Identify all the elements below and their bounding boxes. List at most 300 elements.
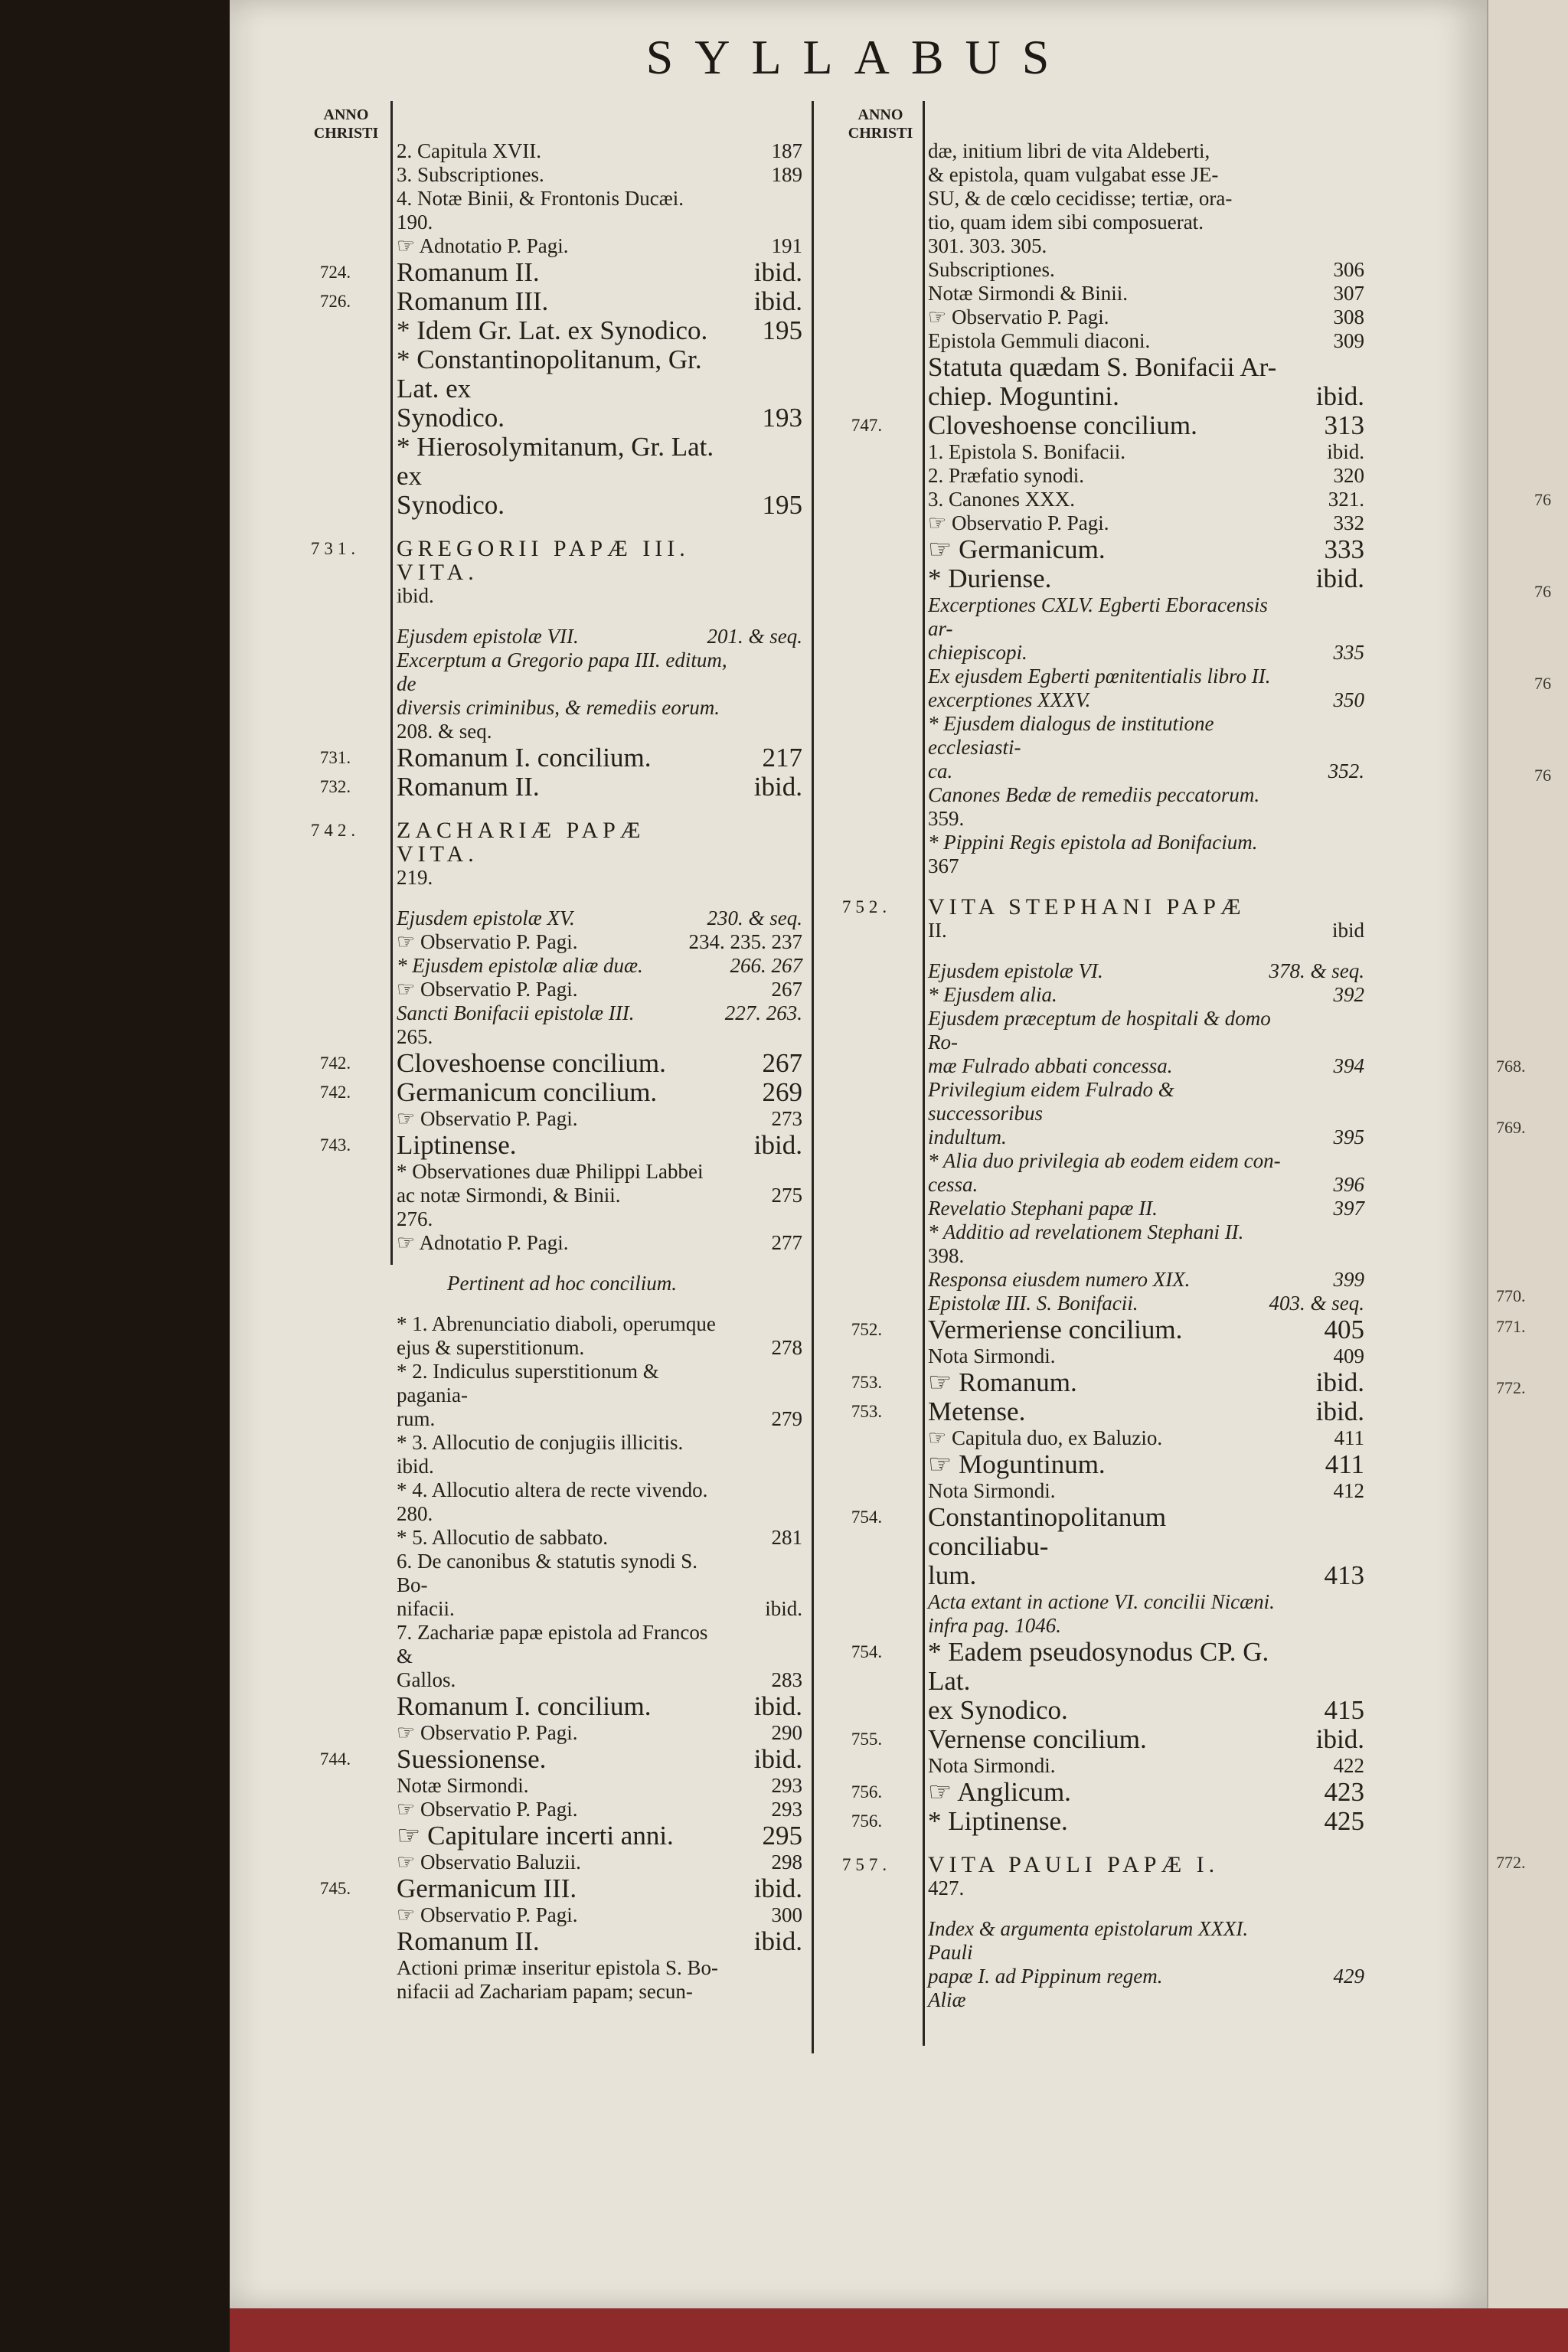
entry-row — [928, 854, 1364, 878]
page-ref: ibid. — [1315, 1396, 1364, 1426]
page-ref: 423 — [1324, 1777, 1364, 1807]
entry-row — [397, 1621, 802, 1668]
page-ref: ibid. — [753, 1691, 802, 1721]
entry-text: * Liptinense. — [928, 1806, 1068, 1836]
entry-text: ☞ Moguntinum. — [928, 1449, 1106, 1479]
entry-text: 2. Præfatio synodi. — [928, 464, 1085, 487]
entry-row — [397, 1774, 802, 1798]
year: 732. — [319, 777, 351, 796]
entry-text: 208. & seq. — [397, 720, 492, 743]
entry-text: lum. — [928, 1560, 977, 1590]
entry-text: ☞ Observatio Baluzii. — [397, 1851, 581, 1873]
entry-row — [319, 1077, 802, 1107]
entry-row — [928, 1244, 1364, 1268]
entry-text: 276. — [397, 1207, 433, 1230]
entry-text: Ejusdem epistolæ XV. — [397, 906, 575, 929]
entry-text: * Pippini Regis epistola ad Bonifacium. — [928, 831, 1258, 854]
page-ref: 333 — [1324, 534, 1364, 564]
entry-row — [928, 959, 1364, 983]
entry-row — [319, 1130, 802, 1160]
entry-row — [928, 1988, 1364, 2012]
entry-row — [397, 163, 802, 187]
year: 754. — [851, 1508, 883, 1527]
page-ref: 405 — [1324, 1315, 1364, 1344]
entry-row — [397, 696, 802, 720]
page-ref: ibid. — [1315, 1724, 1364, 1754]
entry-row — [928, 464, 1364, 488]
entry-text: * Constantinopolitanum, Gr. Lat. ex — [397, 345, 702, 403]
entry-row — [397, 1597, 802, 1621]
entry-row — [851, 1502, 1364, 1561]
entry-text: Excerptum a Gregorio papa III. editum, de — [397, 648, 727, 695]
year: 742. — [319, 1054, 351, 1073]
entry-text: Romanum I. concilium. — [397, 1691, 652, 1721]
page-ref: 392 — [1333, 983, 1364, 1006]
entry-row — [851, 410, 1364, 440]
entry-row — [397, 234, 802, 258]
entry-text: Ejusdem epistolæ VI. — [928, 959, 1103, 982]
entry-text: Ejusdem præceptum de hospitali & domo Ro- — [928, 1007, 1271, 1054]
entry-text: ☞ Adnotatio P. Pagi. — [397, 234, 569, 257]
entry-text: mæ Fulrado abbati concessa. — [928, 1054, 1173, 1077]
entry-text: excerptiones XXXV. — [928, 688, 1091, 711]
entry-text: * Alia duo privilegia ab eodem eidem con- — [928, 1149, 1281, 1172]
year: 744. — [319, 1749, 351, 1769]
entry-row — [397, 1692, 802, 1721]
entry-row — [397, 978, 802, 1001]
page-ref: 300 — [771, 1903, 802, 1926]
year: 755. — [851, 1730, 883, 1749]
entry-text: Suessionense. — [397, 1744, 547, 1774]
entry-text: * 2. Indiculus superstitionum & pagania- — [397, 1360, 659, 1406]
entry-row — [928, 211, 1364, 234]
entry-text: & epistola, quam vulgabat esse JE- — [928, 163, 1219, 186]
rule-left — [390, 101, 393, 1265]
entry-row — [319, 1048, 802, 1078]
year: 752. — [841, 897, 892, 916]
entry-text: 3. Canones XXX. — [928, 488, 1075, 511]
entry-text: 4. Notæ Binii, & Frontonis Ducæi. — [397, 187, 684, 210]
year: 754. — [851, 1642, 883, 1661]
entry-row — [397, 403, 802, 433]
entry-text: Romanum I. concilium. — [397, 743, 652, 773]
entry-text: Germanicum III. — [397, 1873, 577, 1903]
entry-text: ☞ Observatio P. Pagi. — [397, 930, 578, 953]
page-ref: 230. & seq. — [707, 906, 802, 929]
entry-row — [928, 1590, 1364, 1614]
entry-text: chiepiscopi. — [928, 641, 1027, 664]
entry-row — [397, 1721, 802, 1745]
entry-text: dæ, initium libri de vita Aldeberti, — [928, 139, 1210, 162]
entry-row — [397, 584, 802, 608]
year: 731. — [310, 539, 361, 558]
page-ref: ibid. — [753, 1744, 802, 1774]
entry-text: 3. Subscriptiones. — [397, 163, 544, 186]
year: 747. — [851, 416, 883, 435]
page-ref: ibid. — [765, 1597, 802, 1620]
entry-text: Liptinense. — [397, 1130, 517, 1160]
entry-row — [851, 1637, 1364, 1696]
entry-text: * Eadem pseudosynodus CP. G. Lat. — [928, 1637, 1269, 1696]
page-ref: 422 — [1333, 1754, 1364, 1777]
entry-row — [310, 818, 802, 867]
fringe-number: 76 — [1534, 490, 1551, 509]
entry-text: indultum. — [928, 1125, 1007, 1148]
entry-text: 1. Epistola S. Bonifacii. — [928, 440, 1125, 463]
entry-row — [397, 491, 802, 520]
entry-text: Synodico. — [397, 403, 505, 433]
year: 753. — [851, 1373, 883, 1392]
entry-row — [397, 1160, 802, 1184]
entry-text: ☞ Observatio P. Pagi. — [928, 305, 1109, 328]
entry-text: Sancti Bonifacii epistolæ III. — [397, 1001, 635, 1024]
page-ref: 290 — [771, 1721, 802, 1744]
entry-text: Notæ Sirmondi. — [397, 1774, 529, 1797]
entry-row — [928, 665, 1364, 688]
page-ref: 279 — [771, 1407, 802, 1430]
entry-text: Vermeriense concilium. — [928, 1315, 1183, 1344]
entry-text: ☞ Germanicum. — [928, 534, 1106, 564]
year: 724. — [319, 263, 351, 282]
entry-row — [928, 760, 1364, 783]
entry-text: Constantinopolitanum conciliabu- — [928, 1502, 1167, 1561]
entry-text: diversis criminibus, & remediis eorum. — [397, 696, 720, 719]
rule-center — [812, 101, 814, 2053]
entry-text: II. — [928, 919, 947, 942]
entry-row — [397, 1455, 802, 1478]
entry-row — [928, 983, 1364, 1007]
entry-row — [397, 1668, 802, 1692]
entry-row — [397, 1927, 802, 1956]
entry-row — [397, 1312, 802, 1336]
page-ref: 321. — [1328, 488, 1364, 511]
page-ref: ibid. — [753, 1926, 802, 1956]
entry-row — [397, 1272, 802, 1295]
header-text: SYLLABUS — [645, 30, 1071, 84]
entry-row — [397, 648, 802, 696]
facing-page-edge — [1487, 0, 1568, 2308]
fringe-number: 76 — [1534, 766, 1551, 785]
entry-text: 427. — [928, 1877, 965, 1900]
entry-row — [928, 919, 1364, 942]
page-ref: 293 — [771, 1798, 802, 1821]
rule-right — [923, 101, 925, 2046]
entry-text: infra pag. 1046. — [928, 1614, 1062, 1637]
year: 726. — [319, 292, 351, 311]
page-ref: 295 — [762, 1821, 802, 1851]
entry-row — [397, 1360, 802, 1407]
entry-row — [928, 535, 1364, 564]
entry-row — [928, 1614, 1364, 1638]
entry-row — [928, 1007, 1364, 1054]
entry-text: ☞ Observatio P. Pagi. — [397, 978, 578, 1001]
entry-text: Cloveshoense concilium. — [397, 1048, 666, 1078]
page-ref: 313 — [1324, 410, 1364, 440]
entry-text: * Hierosolymitanum, Gr. Lat. ex — [397, 432, 714, 491]
entry-row — [397, 625, 802, 648]
page-ref: 394 — [1333, 1054, 1364, 1077]
spacer — [928, 942, 1364, 959]
entry-text: Responsa eiusdem numero XIX. — [928, 1268, 1191, 1291]
page-ref: ibid. — [1315, 564, 1364, 593]
entry-row — [928, 1197, 1364, 1220]
spacer — [397, 1255, 802, 1272]
entry-row — [397, 139, 802, 163]
entry-row — [319, 1873, 802, 1903]
page-ref: 195 — [762, 315, 802, 345]
spacer — [928, 1900, 1364, 1917]
page-ref: 201. & seq. — [707, 625, 802, 648]
entry-text: * 3. Allocutio de conjugiis illicitis. — [397, 1431, 684, 1454]
entry-text: Romanum II. — [397, 1926, 540, 1956]
entry-row — [397, 930, 802, 954]
entry-text: ☞ Capitulare incerti anni. — [397, 1821, 674, 1851]
page-ref: 277 — [771, 1231, 802, 1254]
page-ref: 266. 267 — [730, 954, 802, 977]
entry-text: Romanum II. — [397, 257, 540, 287]
fringe-number: 772. — [1496, 1853, 1526, 1872]
entry-row — [928, 163, 1364, 187]
page-ref: 411 — [1325, 1449, 1364, 1479]
entry-text: Synodico. — [397, 490, 505, 520]
entry-row — [928, 1965, 1364, 1988]
page-ref: 415 — [1324, 1695, 1364, 1725]
entry-text: Germanicum concilium. — [397, 1077, 658, 1107]
entry-row — [928, 1877, 1364, 1900]
entry-row — [928, 1561, 1364, 1590]
entry-row — [397, 1526, 802, 1550]
entry-row — [928, 382, 1364, 411]
entry-row — [928, 783, 1364, 807]
page-ref: 187 — [771, 139, 802, 162]
page-ref: 195 — [762, 490, 802, 520]
entry-row — [928, 1268, 1364, 1292]
page-ref: 275 — [771, 1184, 802, 1207]
year: 753. — [851, 1402, 883, 1421]
fringe-number: 769. — [1496, 1118, 1526, 1137]
entry-row — [928, 440, 1364, 464]
page-ref: 396 — [1333, 1173, 1364, 1196]
page-ref: 403. & seq. — [1269, 1292, 1364, 1315]
entry-row — [851, 1806, 1364, 1836]
page-ref: 298 — [771, 1851, 802, 1873]
page-ref: 429 — [1333, 1965, 1364, 1988]
page-ref: 307 — [1333, 282, 1364, 305]
entry-text: * Additio ad revelationem Stephani II. — [928, 1220, 1244, 1243]
entry-text: Vernense concilium. — [928, 1724, 1147, 1754]
entry-text: ☞ Adnotatio P. Pagi. — [397, 1231, 569, 1254]
entry-row — [397, 211, 802, 234]
entry-text: * Duriense. — [928, 564, 1052, 593]
entry-text: 280. — [397, 1502, 433, 1525]
page-ref: 193 — [762, 403, 802, 433]
entry-text: * Idem Gr. Lat. ex Synodico. — [397, 315, 708, 345]
entry-text: 359. — [928, 807, 965, 830]
year: 745. — [319, 1879, 351, 1898]
page-ref: 395 — [1333, 1125, 1364, 1148]
entry-row — [397, 720, 802, 743]
entry-row — [841, 1852, 1364, 1877]
year: 731. — [319, 748, 351, 767]
entry-text: ibid. — [397, 1455, 434, 1478]
entry-row — [397, 187, 802, 211]
entry-text: * 4. Allocutio altera de recte vivendo. — [397, 1478, 708, 1501]
entry-row — [928, 1125, 1364, 1149]
year: 757. — [841, 1855, 892, 1874]
entry-text: Subscriptiones. — [928, 258, 1055, 281]
entry-text: Acta extant in actione VI. concilii Nicæni. — [928, 1590, 1275, 1613]
entry-row — [928, 1078, 1364, 1125]
page-ref: ibid. — [753, 286, 802, 316]
page-ref: 189 — [771, 163, 802, 186]
page-ref: 350 — [1333, 688, 1364, 711]
anno-christi-left: ANNO CHRISTI — [313, 106, 379, 142]
page-ref: 269 — [762, 1077, 802, 1107]
entry-text: Nota Sirmondi. — [928, 1344, 1056, 1367]
entry-text: Cloveshoense concilium. — [928, 410, 1197, 440]
year: 756. — [851, 1782, 883, 1802]
entry-text: 219. — [397, 866, 433, 889]
right-column — [841, 139, 1364, 2012]
page-ref: 267 — [762, 1048, 802, 1078]
fringe-number: 768. — [1496, 1057, 1526, 1076]
entry-text: ☞ Anglicum. — [928, 1777, 1071, 1807]
entry-row — [397, 1798, 802, 1821]
entry-row — [397, 906, 802, 930]
entry-row — [928, 1754, 1364, 1778]
entry-text: ac notæ Sirmondi, & Binii. — [397, 1184, 621, 1207]
page-ref: ibid. — [753, 1873, 802, 1903]
entry-text: VITA STEPHANI PAPÆ — [928, 894, 1246, 920]
entry-row — [928, 831, 1364, 854]
entry-text: 398. — [928, 1244, 965, 1267]
entry-row — [397, 1550, 802, 1597]
entry-row — [397, 1478, 802, 1502]
entry-row — [851, 1777, 1364, 1807]
spacer — [397, 520, 802, 537]
fringe-number: 76 — [1534, 582, 1551, 601]
spacer — [397, 890, 802, 906]
entry-row — [928, 234, 1364, 258]
entry-text: Gallos. — [397, 1668, 456, 1691]
entry-row — [928, 1149, 1364, 1173]
entry-text: ☞ Romanum. — [928, 1367, 1077, 1397]
entry-text: ex Synodico. — [928, 1695, 1068, 1725]
entry-text: Actioni primæ inseritur epistola S. Bo- — [397, 1956, 718, 1979]
entry-row — [928, 1173, 1364, 1197]
entry-text: tio, quam idem sibi composuerat. — [928, 211, 1204, 234]
year: 743. — [319, 1135, 351, 1155]
entry-text: Ex ejusdem Egberti pœnitentialis libro II. — [928, 665, 1271, 688]
entry-row — [928, 305, 1364, 329]
entry-text: ZACHARIÆ PAPÆ VITA. — [397, 818, 645, 867]
entry-row — [397, 1025, 802, 1049]
page-ref: 281 — [771, 1526, 802, 1549]
page-ref: 278 — [771, 1336, 802, 1359]
entry-text: cessa. — [928, 1173, 978, 1196]
fringe-number: 770. — [1496, 1286, 1526, 1305]
page-ref: 227. 263. — [724, 1001, 802, 1024]
entry-row — [319, 1744, 802, 1774]
fringe-number: 771. — [1496, 1317, 1526, 1336]
entry-text: Ejusdem epistolæ VII. — [397, 625, 579, 648]
page-ref: 306 — [1333, 258, 1364, 281]
page-ref: ibid — [1331, 919, 1364, 942]
entry-row — [397, 954, 802, 978]
entry-row — [397, 1903, 802, 1927]
entry-text: ca. — [928, 760, 953, 782]
anno-christi-right: ANNO CHRISTI — [848, 106, 913, 142]
entry-text: VITA PAULI PAPÆ I. — [928, 1852, 1220, 1877]
entry-text: 7. Zachariæ papæ epistola ad Francos & — [397, 1621, 708, 1668]
page-ref: 399 — [1333, 1268, 1364, 1291]
entry-row — [397, 1336, 802, 1360]
entry-row — [928, 1479, 1364, 1503]
entry-text: Statuta quædam S. Bonifacii Ar- — [928, 352, 1277, 382]
entry-row — [928, 712, 1364, 760]
entry-row — [928, 1696, 1364, 1725]
entry-row — [319, 772, 802, 802]
entry-text: Revelatio Stephani papæ II. — [928, 1197, 1158, 1220]
entry-row — [397, 1207, 802, 1231]
entry-row — [397, 1107, 802, 1131]
entry-row — [319, 257, 802, 287]
entry-row — [397, 1231, 802, 1255]
entry-text: papæ I. ad Pippinum regem. — [928, 1965, 1163, 1988]
entry-text: rum. — [397, 1407, 436, 1430]
year: 742. — [310, 821, 361, 840]
entry-row — [397, 1001, 802, 1025]
entry-text: Pertinent ad hoc concilium. — [447, 1272, 677, 1295]
entry-row — [397, 345, 802, 403]
spacer — [397, 802, 802, 818]
entry-text: 190. — [397, 211, 433, 234]
page-ref: 412 — [1333, 1479, 1364, 1502]
entry-row — [397, 1821, 802, 1851]
entry-row — [397, 1956, 802, 1980]
page-ref: 335 — [1333, 641, 1364, 664]
entry-text: ejus & superstitionum. — [397, 1336, 585, 1359]
entry-text: ☞ Observatio P. Pagi. — [397, 1721, 578, 1744]
page-ref: ibid. — [753, 257, 802, 287]
entry-text: ☞ Observatio P. Pagi. — [397, 1107, 578, 1130]
entry-text: 301. 303. 305. — [928, 234, 1047, 257]
page-ref: 411 — [1334, 1426, 1364, 1449]
fringe-number: 772. — [1496, 1378, 1526, 1397]
page-ref: ibid. — [1315, 1367, 1364, 1397]
page-ref: 352. — [1328, 760, 1364, 782]
entry-text: nifacii ad Zachariam papam; secun- — [397, 1980, 693, 2003]
entry-row — [397, 1851, 802, 1874]
spacer — [397, 608, 802, 625]
entry-row — [928, 1450, 1364, 1479]
entry-row — [397, 866, 802, 890]
book-cover-edge — [230, 2308, 1568, 2352]
entry-row — [397, 1502, 802, 1526]
entry-text: 265. — [397, 1025, 433, 1048]
page-ref: 234. 235. 237 — [688, 930, 802, 953]
entry-text: ☞ Observatio P. Pagi. — [397, 1903, 578, 1926]
year: 742. — [319, 1083, 351, 1102]
page-ref: 397 — [1333, 1197, 1364, 1220]
page-ref: 308 — [1333, 305, 1364, 328]
page-ref: 273 — [771, 1107, 802, 1130]
page-ref: ibid. — [1327, 440, 1364, 463]
entry-row — [928, 1220, 1364, 1244]
entry-text: 6. De canonibus & statutis synodi S. Bo- — [397, 1550, 697, 1596]
page-ref: 332 — [1333, 511, 1364, 534]
entry-text: Epistolæ III. S. Bonifacii. — [928, 1292, 1138, 1315]
